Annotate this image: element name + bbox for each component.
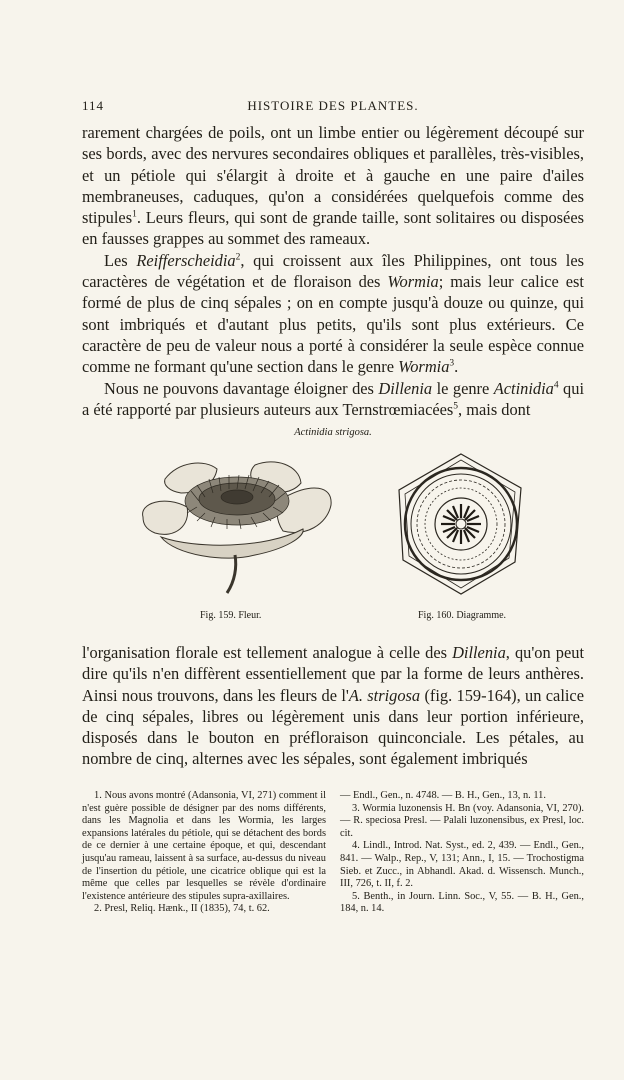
fig-159-label: Fig. 159. Fleur. — [200, 610, 262, 621]
footnotes-left-column — [82, 790, 326, 916]
genus-name: Actinidia — [493, 378, 554, 398]
main-text-upper — [82, 122, 584, 420]
footnote-ref: 3 — [449, 358, 455, 369]
running-title: HISTOIRE DES PLANTES. — [247, 98, 419, 113]
footnote-1: 1. Nous avons montré (Adansonia, VI, 271) comment il n'est guère possible de désigner par des noms différents, dans les Magnolia et dans les Wormia, les larges expansions latérales du pétiole, qui se détachent des bords de ce dernier à une certaine époque, et qui, descendant jusqu'au rameau, laissent à sa surface, au-dessus du niveau de l'insertion du pétiole, une cicatrice oblique qui est la même que celles par lesquelles se révèle d'ordinaire l'existence antérieure des stipules supra-axillaires. — [82, 790, 326, 902]
footnote-ref: 2 — [235, 252, 241, 263]
footnote-3: 3. Wormia luzonensis H. Bn (voy. Adansonia, VI, 270). — R. speciosa Presl. — Palali luzonensibus, ex Presl, loc. cit. — [340, 802, 584, 839]
genus-name: Dillenia — [378, 378, 433, 398]
footnote-2-continued: — Endl., Gen., n. 4748. — B. H., Gen., 13, n. 11. — [340, 790, 546, 801]
page-number: 114 — [82, 98, 105, 113]
main-text-lower — [82, 642, 584, 770]
paragraph-4: l'organisation florale est tellement analogue à celle des Dillenia, qu'on peut dire qu'ils n'en diffèrent essentiellement que par la forme de leurs anthères. Ainsi nous trouvons, dans les fleurs de l'A. strigosa (fig. 159-164), un calice de cinq sépales, libres ou légèrement unis dans leur portion inférieure, disposés dans le bouton en préfloraison quinconciale. Les pétales, au nombre de cinq, alternes avec les sépales, sont également imbriqués — [82, 643, 584, 769]
paragraph-3: Nous ne pouvons davantage éloigner des Dillenia le genre Actinidia$^4$ qui a été rapporté par plusieurs auteurs aux Ternstrœmiacées$^5$, mais dont — [82, 378, 585, 419]
footnote-5: 5. Benth., in Journ. Linn. Soc., V, 55. — B. H., Gen., 184, n. 14. — [340, 890, 584, 915]
species-name: A. strigosa — [348, 685, 421, 705]
genus-name: Dillenia — [452, 643, 506, 662]
ovary-center — [456, 519, 466, 529]
genus-name: Reifferscheidia — [136, 250, 236, 270]
footnote-4: 4. Lindl., Introd. Nat. Syst., ed. 2, 439. — Endl., Gen., 841. — Walp., Rep., V, 131; Ann., I, 15. — Trochostigma Sieb. et Zucc., in Abhandl. Akad. d. Wissensch. Munch., III, 726, t. II, f. 2. — [340, 840, 584, 890]
figure-title: Actinidia strigosa. — [294, 427, 372, 438]
petal-front — [161, 529, 303, 558]
footnote-ref: 1 — [132, 209, 137, 220]
footnotes-right-column — [340, 790, 584, 916]
paragraph-1: rarement chargées de poils, ont un limbe entier ou légèrement découpé sur ses bords, avec des nervures secondaires obliques et parallèles, très-visibles, et un pétiole qui s'élargit à droite et à gauche en une paire d'ailes membraneuses, caduques, qu'on a considérées quelquefois comme des stipules$^1$. Leurs fleurs, qui sont de grande taille, sont solitaires ou disposées en fausses grappes au sommet des rameaux. — [82, 123, 584, 249]
flower-stem — [227, 555, 236, 593]
footnotes — [82, 790, 584, 945]
page-header — [82, 98, 584, 116]
genus-name: Wormia — [387, 272, 439, 292]
footnote-2: 2. Presl, Reliq. Hænk., II (1835), 74, t. 62. — [94, 903, 270, 915]
footnote-ref: 5 — [453, 401, 459, 412]
footnote-ref: 4 — [553, 380, 559, 391]
genus-name: Wormia — [398, 357, 450, 377]
petal-left — [143, 501, 188, 534]
flower-illustration — [135, 455, 335, 595]
fig-160-label: Fig. 160. Diagramme. — [418, 610, 507, 621]
paragraph-2: Les Reifferscheidia$^2$, qui croissent aux îles Philippines, ont tous les caractères de végétation et de floraison des Wormia; mais leur calice est formé de plus de cinq sépales ; on en compte jusqu'à douze ou quinze, qui sont imbriqués et d'autant plus petits, qu'ils sont plus extérieurs. Ce caractère de peu de valeur nous a porté à considérer la seule espèce connue comme ne formant qu'une section dans le genre Wormia$^3$. — [82, 250, 585, 377]
floral-diagram — [395, 450, 527, 598]
